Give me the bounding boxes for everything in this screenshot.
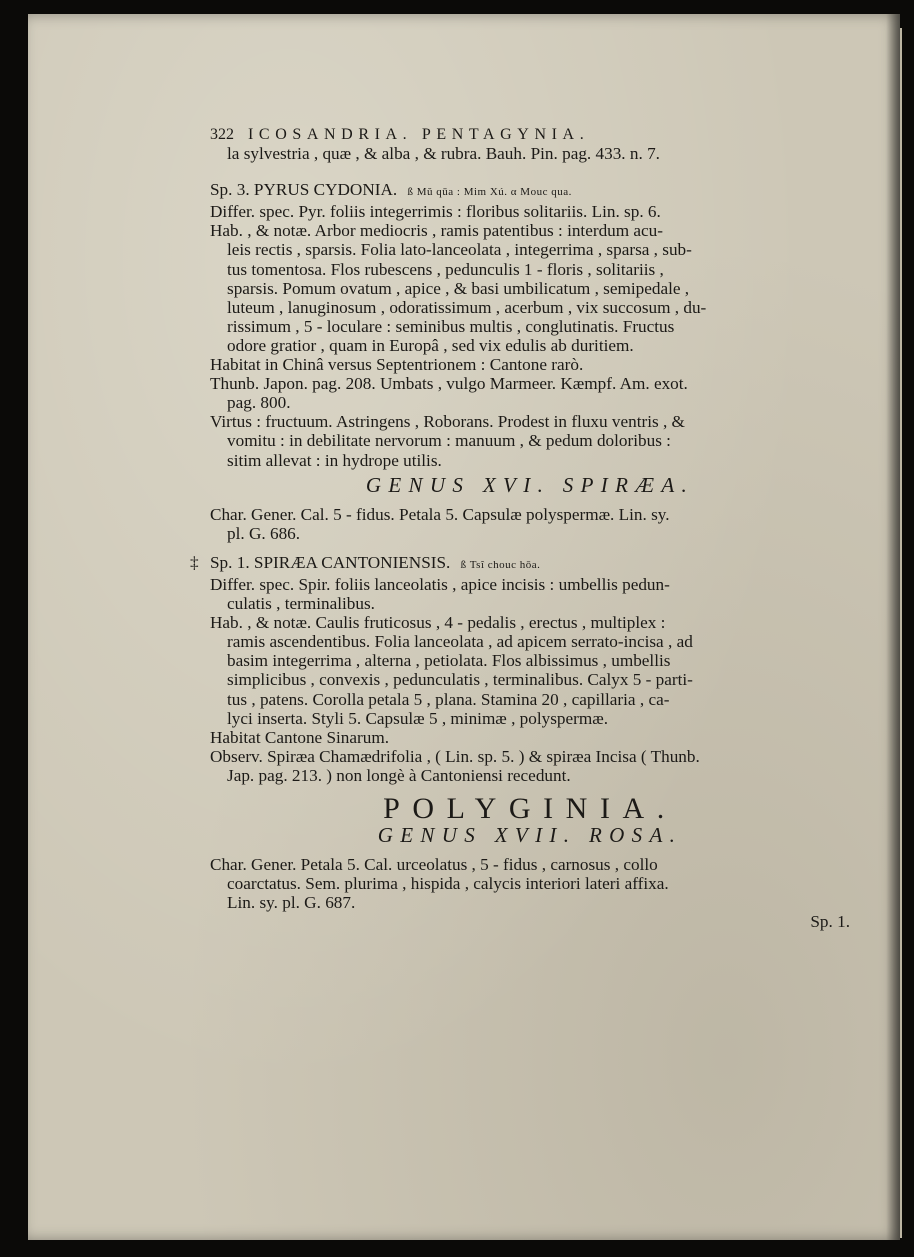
text-line: sitim allevat : in hydrope utilis. [227, 450, 442, 470]
text-line: Lin. sy. pl. G. 687. [227, 893, 356, 913]
running-header [210, 125, 850, 144]
catchword: Sp. 1. [810, 912, 850, 932]
text-line: basim integerrima , alterna , petiolata. Flos albissimus , umbellis [227, 651, 671, 671]
dagger-mark: ‡ [190, 552, 199, 572]
text-line: Observ. Spiræa Chamædrifolia , ( Lin. sp. 5. ) & spiræa Incisa ( Thunb. [210, 746, 700, 766]
text-line: vomitu : in debilitate nervorum : manuum , & pedum doloribus : [227, 431, 671, 451]
text-line: luteum , lanuginosum , odoratissimum , acerbum , vix succosum , du- [227, 297, 707, 317]
chinese-names: ß Tsî chouc hōa. [460, 558, 541, 571]
species-name: Sp. 1. SPIRÆA CANTONIENSIS. [210, 552, 451, 572]
text-line: Thunb. Japon. pag. 208. Umbats , vulgo Marmeer. Kæmpf. Am. exot. [210, 374, 688, 394]
text-line: pl. G. 686. [227, 523, 301, 543]
text-line: lyci inserta. Styli 5. Capsulæ 5 , minimæ , polyspermæ. [227, 708, 608, 728]
text-line: Differ. spec. Spir. foliis lanceolatis , apice incisis : umbellis pedun- [210, 574, 670, 594]
text-line: Char. Gener. Petala 5. Cal. urceolatus , 5 - fidus , carnosus , collo [210, 855, 658, 875]
text-line: Habitat in Chinâ versus Septentrionem : Cantone rarò. [210, 355, 584, 375]
text-line: Hab. , & notæ. Arbor mediocris , ramis patentibus : interdum acu- [210, 221, 663, 241]
text-line: coarctatus. Sem. plurima , hispida , calycis interiori lateri affixa. [227, 874, 669, 894]
text-line: Virtus : fructuum. Astringens , Roborans. Prodest in fluxu ventris , & [210, 412, 685, 432]
text-line: Habitat Cantone Sinarum. [210, 727, 390, 747]
text-line: Char. Gener. Cal. 5 - fidus. Petala 5. Capsulæ polyspermæ. Lin. sy. [210, 504, 670, 524]
page-text [190, 125, 850, 932]
text-line: odore gratior , quam in Europâ , sed vix edulis ab duritiem. [227, 335, 634, 355]
text-line: tus tomentosa. Flos rubescens , pedunculis 1 - floris , solitariis , [227, 259, 664, 279]
genus-heading: GENUS XVI. SPIRÆA. [365, 472, 695, 497]
text-line: rissimum , 5 - loculare : seminibus multis , conglutinatis. Fructus [227, 316, 675, 336]
text-line: pag. 800. [227, 393, 291, 413]
text-line: simplicibus , convexis , pedunculatis , terminalibus. Calyx 5 - parti- [227, 670, 693, 690]
text-line: la sylvestria , quæ , & alba , & rubra. Bauh. Pin. pag. 433. n. 7. [227, 144, 660, 164]
species-heading [190, 552, 850, 575]
genus-heading: GENUS XVII. ROSA. [377, 823, 683, 848]
page-gutter-shadow [886, 14, 900, 1240]
text-line: Hab. , & notæ. Caulis fruticosus , 4 - pedalis , erectus , multiplex : [210, 613, 666, 633]
text-line: Jap. pag. 213. ) non longè à Cantoniensi recedunt. [227, 765, 571, 785]
page-number: 322 [210, 126, 234, 143]
text-line: tus , patens. Corolla petala 5 , plana. Stamina 20 , capillaria , ca- [227, 689, 670, 709]
order-heading: POLYGINIA. [383, 792, 677, 825]
text-line: ramis ascendentibus. Folia lanceolata , ad apicem serrato-incisa , ad [227, 632, 693, 652]
text-line: Differ. spec. Pyr. foliis integerrimis : floribus solitariis. Lin. sp. 6. [210, 202, 661, 222]
text-line: sparsis. Pomum ovatum , apice , & basi umbilicatum , semipedale , [227, 278, 690, 298]
species-heading [210, 180, 850, 202]
chinese-names: ß Mŭ qūa : Mim Xú. α Mouc qua. [407, 186, 572, 199]
text-line: culatis , terminalibus. [227, 594, 375, 614]
text-line: leis rectis , sparsis. Folia lato-lanceolata , integerrima , sparsa , sub- [227, 240, 692, 260]
species-name: Sp. 3. PYRUS CYDONIA. [210, 180, 398, 200]
running-title: ICOSANDRIA. PENTAGYNIA. [248, 126, 590, 143]
